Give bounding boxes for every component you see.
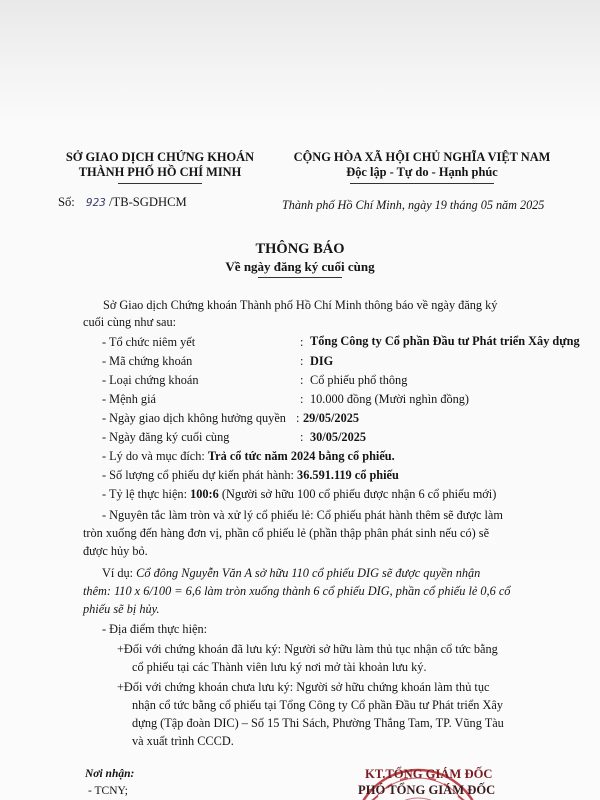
detail-colon: : (300, 430, 304, 444)
detail-value-record-date: 30/05/2025 (310, 430, 367, 444)
location-item2-line4: và xuất trình CCCD. (132, 734, 234, 748)
place-date: Thành phố Hồ Chí Minh, ngày 19 tháng 05 năm 2025 (282, 198, 545, 212)
national-motto-line2: Độc lập - Tự do - Hạnh phúc (346, 165, 498, 179)
title-underline (258, 277, 342, 278)
signature-title-line2: PHÓ TỔNG GIÁM ĐỐC (358, 783, 496, 797)
ratio-label: - Tỷ lệ thực hiện: (102, 487, 187, 501)
purpose-label: - Lý do và mục đích: (102, 449, 205, 463)
exercise-ratio (102, 486, 496, 502)
intro-line2: cuối cùng như sau: (83, 315, 177, 329)
detail-colon: : (300, 354, 304, 368)
example-line3: phiếu sẽ bị hủy. (83, 602, 160, 616)
number-suffix: /TB-SGDHCM (109, 195, 187, 209)
purpose-value: Trả cổ tức năm 2024 bằng cổ phiếu. (207, 449, 395, 463)
rounding-line2: tròn xuống đến hàng đơn vị, phần cổ phiếu lẻ (phần thập phân phát sinh nếu có) sẽ (83, 526, 490, 540)
example-line1 (102, 565, 480, 581)
ratio-value: 100:6 (190, 487, 219, 501)
location-item2-line2: nhận cổ tức bằng cổ phiếu tại Tổng Công ty Cổ phần Đầu tư Phát triển Xây (132, 698, 504, 712)
detail-label-record-date: - Ngày đăng ký cuối cùng (102, 430, 230, 444)
location-item2-line1: +Đối với chứng khoán chưa lưu ký: Người sở hữu chứng khoán làm thủ tục (117, 680, 490, 694)
ratio-note: (Người sở hữu 100 cổ phiếu được nhận 6 cổ phiếu mới) (221, 487, 497, 501)
location-label: - Địa điểm thực hiện: (102, 622, 208, 636)
detail-colon: : (296, 411, 300, 425)
national-motto-line1: CỘNG HÒA XÃ HỘI CHỦ NGHĨA VIỆT NAM (293, 150, 551, 164)
detail-value-ex-date: 29/05/2025 (303, 411, 360, 425)
purpose (102, 448, 395, 464)
example-prefix: Ví dụ: (102, 566, 134, 580)
intro-line1: Sở Giao dịch Chứng khoán Thành phố Hồ Chí Minh thông báo về ngày đăng ký (103, 298, 498, 312)
recipient-item: - TCNY; (88, 785, 128, 797)
signature-title-line1: KT.TỔNG GIÁM ĐỐC (365, 767, 493, 781)
location-item1-line2: cổ phiếu tại các Thành viên lưu ký nơi mở tài khoản lưu ký. (132, 660, 427, 674)
number-label: Số: (58, 195, 75, 209)
detail-label-ex-date: - Ngày giao dịch không hưởng quyền (102, 411, 286, 425)
detail-label-type: - Loại chứng khoán (102, 373, 199, 387)
rounding-line3: được hủy bỏ. (83, 544, 148, 558)
org-underline (118, 183, 202, 184)
detail-value-ticker: DIG (310, 354, 334, 368)
share-quantity-label: - Số lượng cổ phiếu dự kiến phát hành: (102, 468, 294, 482)
motto-underline (350, 183, 494, 184)
example-line2: thêm: 110 x 6/100 = 6,6 làm tròn xuống thành 6 cổ phiếu DIG, phần cổ phiếu lẻ 0,6 cổ (83, 584, 511, 598)
share-quantity (102, 467, 399, 483)
share-quantity-value: 36.591.119 cổ phiếu (297, 468, 399, 482)
detail-label-ticker: - Mã chứng khoán (102, 354, 193, 368)
location-item1-line1: +Đối với chứng khoán đã lưu ký: Người sở hữu làm thủ tục nhận cổ tức bằng (117, 642, 498, 656)
detail-colon: : (300, 392, 304, 406)
notice-subtitle: Về ngày đăng ký cuối cùng (225, 259, 375, 274)
location-item2-line3: dựng (Tập đoàn DIC) – Số 15 Thi Sách, Phường Thắng Tam, TP. Vũng Tàu (132, 716, 504, 730)
example-text1: Cổ đông Nguyễn Văn A sở hữu 110 cổ phiếu DIG sẽ được quyền nhận (136, 566, 481, 580)
detail-label-par-value: - Mệnh giá (102, 392, 156, 406)
detail-value-type: Cổ phiếu phổ thông (310, 373, 408, 387)
org-name-line2: THÀNH PHỐ HỒ CHÍ MINH (78, 165, 242, 179)
detail-value-par-value: 10.000 đồng (Mười nghìn đồng) (310, 392, 470, 406)
detail-label-issuer: - Tổ chức niêm yết (102, 335, 196, 349)
number-handwritten: 923 (85, 196, 106, 209)
recipients-label: Nơi nhận: (85, 768, 135, 780)
detail-value-issuer: Tổng Công ty Cổ phần Đầu tư Phát triển Xây dựng (310, 334, 580, 348)
notice-title: THÔNG BÁO (255, 241, 345, 257)
detail-colon: : (300, 373, 304, 387)
document-number (58, 194, 187, 211)
rounding-line1: - Nguyên tắc làm tròn và xử lý cổ phiếu lẻ: Cổ phiếu phát hành thêm sẽ được làm (102, 508, 503, 522)
detail-colon: : (300, 335, 304, 349)
org-name-line1: SỞ GIAO DỊCH CHỨNG KHOÁN (65, 150, 255, 164)
